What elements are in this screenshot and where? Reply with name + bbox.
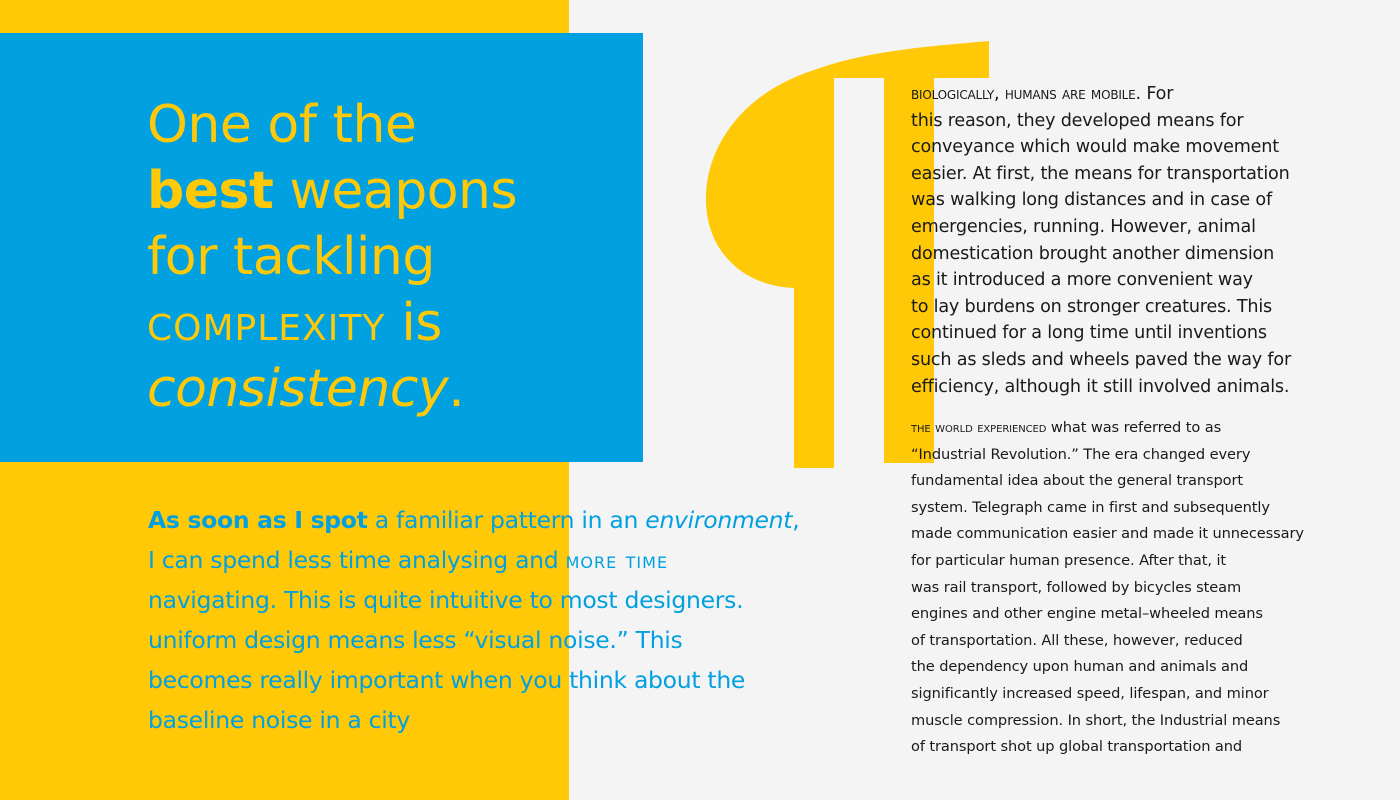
quote-line-4: uniform design means less “visual noise.” This — [148, 626, 683, 654]
body-paragraph-2 — [911, 415, 1341, 761]
headline — [147, 92, 517, 422]
body2-line-12: muscle compression. In short, the Industrial means — [911, 711, 1281, 729]
headline-line-4-rest: is — [385, 293, 442, 353]
headline-bold-word: best — [147, 161, 274, 221]
body1-line-7: domestication brought another dimension — [911, 243, 1275, 264]
body1-line-10: continued for a long time until inventions — [911, 323, 1267, 344]
body1-line-4: easier. At first, the means for transportation — [911, 163, 1290, 184]
body2-line-13: of transport shot up global transportation and — [911, 738, 1243, 756]
body1-line-9: to lay burdens on stronger creatures. This — [911, 296, 1272, 317]
headline-line-2-rest: weapons — [273, 161, 518, 221]
body2-line-9: of transportation. All these, however, reduced — [911, 631, 1243, 649]
headline-line-5-punct: . — [448, 359, 465, 419]
quote-paragraph — [148, 500, 808, 740]
body2-line-1 — [911, 415, 1341, 442]
body1-line-6: emergencies, running. However, animal — [911, 216, 1256, 237]
body-paragraph-1 — [911, 81, 1341, 400]
body2-lead-in: the world experienced — [911, 419, 1047, 436]
body2-line-6: for particular human presence. After that, it — [911, 551, 1227, 569]
quote-line-2 — [148, 540, 808, 580]
body2-line-5: made communication easier and made it unnecessary — [911, 525, 1304, 543]
body2-line-3: fundamental idea about the general transport — [911, 472, 1243, 490]
quote-caps-phrase: more time — [565, 546, 669, 574]
body1-lead-in: biologically, humans are mobile. — [911, 84, 1141, 104]
body2-line-8: engines and other engine metal–wheeled means — [911, 605, 1263, 623]
body2-line-7: was rail transport, followed by bicycles steam — [911, 578, 1242, 596]
body1-line-8: as it introduced a more convenient way — [911, 270, 1253, 291]
body2-line-2: “Industrial Revolution.” The era changed every — [911, 445, 1251, 463]
quote-line-1-end: , — [792, 506, 800, 534]
body2-line-4: system. Telegraph came in first and subsequently — [911, 498, 1270, 516]
quote-line-6: baseline noise in a city — [148, 706, 411, 734]
body2-line-11: significantly increased speed, lifespan, and minor — [911, 684, 1269, 702]
quote-bold-phrase: As soon as I spot — [148, 506, 368, 534]
headline-italic-word: consistency — [147, 359, 449, 419]
quote-line-3: navigating. This is quite intuitive to most designers. — [148, 586, 744, 614]
body2-line-1-rest: what was referred to as — [1046, 419, 1222, 436]
body1-line-11: such as sleds and wheels paved the way for — [911, 349, 1291, 370]
body1-line-2: this reason, they developed means for — [911, 110, 1244, 131]
headline-line-2 — [147, 158, 517, 224]
quote-line-1 — [148, 500, 808, 540]
body1-line-12: efficiency, although it still involved animals. — [911, 376, 1290, 397]
body1-line-5: was walking long distances and in case of — [911, 190, 1272, 211]
quote-italic-word: environment — [645, 506, 793, 534]
headline-caps-word: complexity — [147, 293, 386, 353]
quote-line-5: becomes really important when you think about the — [148, 666, 746, 694]
body1-line-3: conveyance which would make movement — [911, 137, 1279, 158]
quote-line-1-mid: a familiar pattern in an — [367, 506, 646, 534]
quote-line-2-start: I can spend less time analysing and — [148, 546, 566, 574]
body1-line-1-rest: For — [1140, 84, 1174, 104]
headline-line-4 — [147, 290, 517, 356]
body2-line-10: the dependency upon human and animals and — [911, 658, 1249, 676]
headline-line-5 — [147, 356, 517, 422]
headline-line-1: One of the — [147, 95, 417, 155]
body1-line-1 — [911, 81, 1341, 108]
headline-line-3: for tackling — [147, 227, 435, 287]
